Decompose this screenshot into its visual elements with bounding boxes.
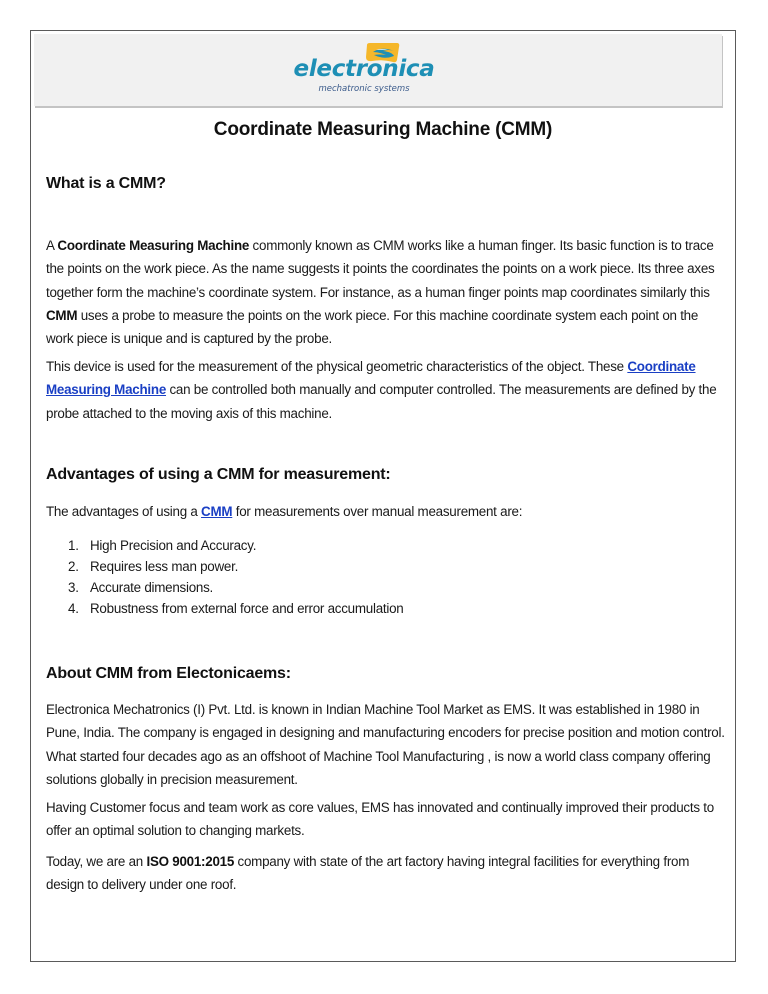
document-title: Coordinate Measuring Machine (CMM) [213, 119, 553, 140]
section-heading-about: About CMM from Electonicaems: [46, 665, 291, 682]
list-number: 4. [68, 601, 79, 616]
text-run: for measurements over manual measurement are: [232, 504, 523, 519]
list-number: 2. [68, 559, 79, 574]
text-run: This device is used for the measurement of the physical geometric characteristics of the object. These [46, 359, 628, 374]
text-run: uses a probe to measure the points on the work piece. For this machine coordinate system each point on the work piece is unique and is captured by the probe. [46, 307, 699, 347]
text-run: can be controlled both manually and computer controlled. The measurements are defined by the probe attached to the moving axis of this machine. [46, 382, 717, 421]
paragraph-cmm-definition [46, 234, 726, 350]
logo-tagline: mechatronic systems [318, 84, 410, 94]
electronica-logo [288, 40, 440, 98]
text-run: Having Customer focus and team work as core values, EMS has innovated and continually improved their products to offer an optimal solution to changing markets. [46, 800, 714, 839]
text-run: The advantages of using a [46, 504, 202, 519]
text-run: company with state of the art factory having integral facilities for everything from design to delivery under one roof. [46, 854, 690, 893]
list-number: 1. [68, 538, 79, 553]
list-item [46, 598, 726, 619]
list-item [46, 535, 726, 556]
bold-term-cmm-short: CMM [46, 307, 78, 323]
list-item [46, 556, 726, 577]
section-heading-advantages: Advantages of using a CMM for measurement: [46, 466, 391, 483]
list-text: High Precision and Accuracy. [90, 538, 257, 553]
list-text: Robustness from external force and error accumulation [90, 601, 404, 616]
list-item [46, 577, 726, 598]
paragraph-cmm-usage [46, 355, 726, 425]
link-cmm[interactable]: CMM [201, 504, 233, 519]
list-number: 3. [68, 580, 79, 595]
text-run: Electronica Mechatronics (I) Pvt. Ltd. is known in Indian Machine Tool Market as EMS. It was established in 1980 in Pune, India. The company is engaged in designing and manufacturing encoders for precise position and motion control. What started four decades ago as an offshoot of Machine Tool Manufacturing , is now a world class company offering solutions globally in precision measurement. [46, 702, 725, 787]
list-text: Requires less man power. [90, 559, 239, 574]
advantages-list [46, 535, 726, 619]
text-run: commonly known as CMM works like a human finger. Its basic function is to trace the points on the work piece. As the name suggests it points the coordinates the points on a work piece. Its three axes together form the machine’s coordinate system. For instance, as a human finger points map coordinates similarly this [46, 238, 715, 300]
paragraph-core-values [46, 796, 726, 843]
bold-iso-standard: ISO 9001:2015 [146, 854, 235, 869]
text-run: Today, we are an [46, 854, 147, 869]
logo-wordmark: electronica [293, 56, 435, 82]
section-heading-what-is-cmm: What is a CMM? [46, 175, 166, 192]
paragraph-advantages-intro [46, 500, 726, 523]
paragraph-iso-certification [46, 850, 726, 897]
bold-term-cmm: Coordinate Measuring Machine [57, 238, 250, 253]
list-text: Accurate dimensions. [90, 580, 214, 595]
paragraph-company-history [46, 698, 726, 791]
text-run: A [46, 238, 58, 253]
link-coordinate-measuring-machine[interactable]: Coordinate Measuring Machine [46, 359, 696, 398]
